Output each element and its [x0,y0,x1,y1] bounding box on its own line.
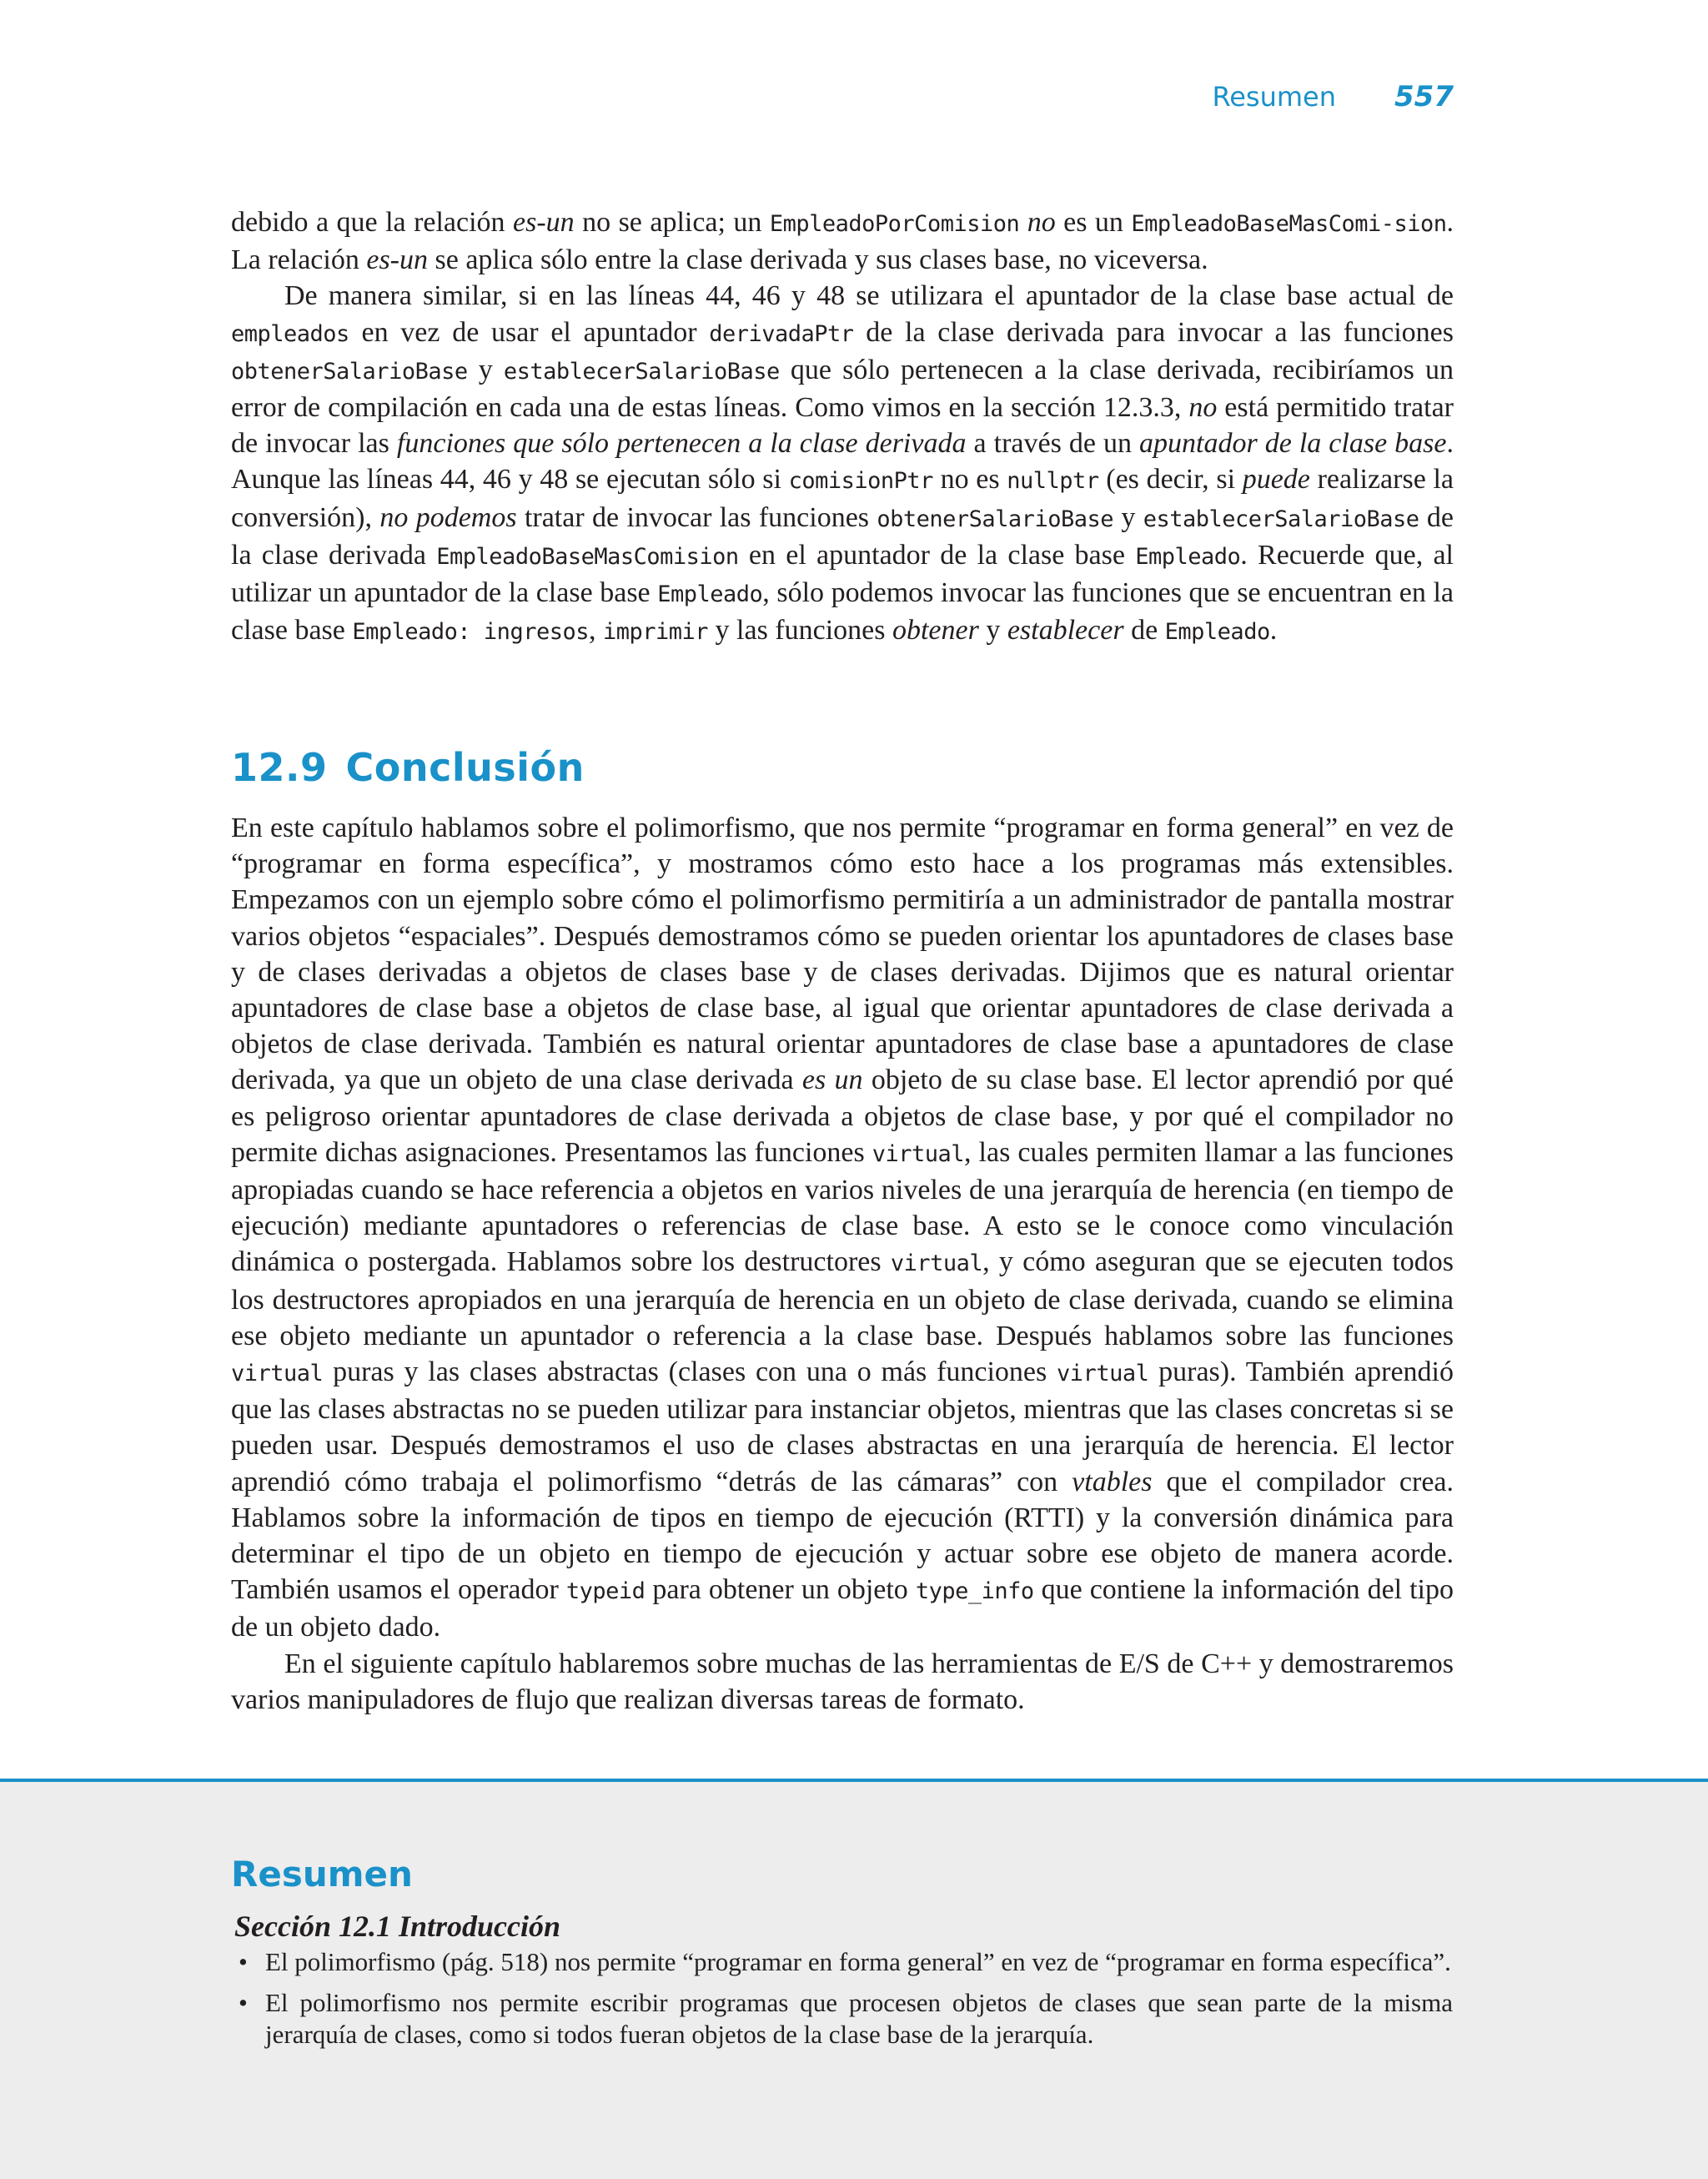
body-text: a través de un [966,428,1139,460]
code-text: obtenerSalarioBase [231,358,468,385]
summary-item-text: El polimorfismo (pág. 518) nos permite “programar en forma general” en vez de “programar en forma específica”. [265,1947,1451,1976]
code-text: EmpleadoBaseMasComision [436,543,739,570]
code-text: comisionPtr [788,468,933,495]
code-text: nullptr [1007,468,1099,495]
page-number: 557 [1394,80,1454,113]
body-text: en el apuntador de la clase base [738,539,1136,571]
emphasis-text: vtables [1072,1466,1153,1497]
body-text: puras). También aprendió que las clases abstractas no se pueden utilizar para instanciar objetos, mientras que las clases concretas si se pueden usar. Después demostramos el uso de clases abstractas en una jerarquía de herencia. El lector aprendió cómo trabaja el polimorfismo “detrás de las cámaras” con [231,1356,1454,1497]
body-text: que el compilador crea. Hablamos sobre la información de tipos en tiempo de ejecución (RTTI) y la conversión dinámica para determinar el tipo de un objeto en tiempo de ejecución y actuar sobre ese objeto de manera acorde. También usamos el operador [231,1466,1454,1606]
conclusion-paragraph-1 [231,810,1454,1646]
code-text: imprimir [602,619,709,646]
summary-subtitle: Sección 12.1 Introducción [234,1910,561,1943]
body-text: . Recuerde que, al utilizar un apuntador de la clase base [231,539,1454,609]
body-text: . La relación [231,207,1454,276]
body-text: , y cómo aseguran que se ejecuten todos los destructores apropiados en una jerarquía de herencia en un objeto de clase derivada, cuando se elimina ese objeto mediante un apuntador o referencia a la clase base. Después hablamos sobre las funciones [231,1246,1454,1351]
body-text: En este capítulo hablamos sobre el polimorfismo, que nos permite “programar en forma general” en vez de “programar en forma específica”, y mostramos cómo esto hace a los programas más extensibles. Empezamos con un ejemplo sobre cómo el polimorfismo permitiría a un administrador de pantalla mostrar varios objetos “espaciales”. Después demostramos cómo se pueden orientar los apuntadores de clases base y de clases derivadas a objetos de clases base y de clases derivadas. Dijimos que es natural orientar apuntadores de clase base a objetos de clase base, al igual que orientar apuntadores de clase derivada a objetos de clase derivada. También es natural orientar apuntadores de clase base a apuntadores de clase derivada, ya que un objeto de una clase derivada [231,813,1454,1096]
body-text: (es decir, si [1098,464,1243,496]
bullet-icon: • [239,1988,248,2017]
summary-list [235,1946,1453,2060]
body-text: y [467,354,504,385]
body-text: realizarse la conversión), [231,464,1454,533]
summary-item [235,1946,1453,1978]
code-text: establecerSalarioBase [1143,506,1419,532]
code-text: virtual [231,1361,324,1387]
body-text: no es [932,464,1007,496]
conclusion-paragraph-2 [231,1646,1454,1718]
code-text: obtenerSalarioBase [877,506,1113,532]
intro-paragraph-2 [231,278,1454,650]
body-text: objeto de su clase base. El lector aprendió por qué es peligroso orientar apuntadores de clase derivada a objetos de clase base, y por qué el compilador no permite dichas asignaciones. Presentamos las funciones [231,1064,1454,1168]
body-text: , sólo podemos invocar las funciones que se encuentran en la clase base [231,577,1454,647]
summary-item-text: El polimorfismo nos permite escribir programas que procesen objetos de clases que sean parte de la misma jerarquía de clases, como si todos fueran objetos de la clase base de la jerarquía. [265,1988,1453,2049]
emphasis-text: no [1027,207,1056,238]
body-text: de la clase derivada para invocar a las funciones [853,316,1454,348]
section-heading [231,745,585,790]
emphasis-text: funciones que sólo pertenecen a la clase derivada [396,428,967,460]
body-text: de [1123,615,1165,647]
emphasis-text: obtener [892,615,979,647]
emphasis-text: apuntador de la clase base [1139,428,1447,460]
code-text: virtual [890,1251,983,1277]
code-text: type_info [915,1578,1034,1605]
code-text: virtual [1057,1361,1149,1387]
code-text: EmpleadoPorComision [769,211,1020,237]
code-text: EmpleadoBaseMasComi-sion [1131,211,1447,237]
body-text: y las funciones [708,615,892,647]
section-title: Conclusión [345,745,585,790]
body-text: De manera similar, si en las líneas 44, 46 y 48 se utilizara el apuntador de la clase base actual de [284,280,1454,312]
body-text: no se aplica; un [574,207,770,238]
code-text: Empleado [1135,543,1241,570]
body-text: . [1269,615,1278,647]
body-text: se aplica sólo entre la clase derivada y sus clases base, no viceversa. [428,244,1208,276]
summary-title: Resumen [231,1854,413,1895]
body-text: es un [1055,207,1132,238]
code-text: Empleado: ingresos [352,619,589,646]
emphasis-text: no podemos [379,501,517,533]
body-text: de la clase derivada [231,501,1454,571]
code-text: Empleado [657,581,763,608]
code-text: virtual [872,1140,965,1167]
body-text: debido a que la relación [231,207,514,238]
bullet-icon: • [239,1947,248,1976]
intro-paragraph-1 [231,204,1454,278]
emphasis-text: puede [1242,464,1310,496]
running-header [1212,80,1454,113]
intro-text [231,204,1454,650]
emphasis-text: es-un [513,207,575,238]
section-number: 12.9 [231,745,328,790]
body-text: para obtener un objeto [645,1574,916,1606]
body-text: en vez de usar el apuntador [349,316,710,348]
emphasis-text: establecer [1007,615,1124,647]
code-text: Empleado [1164,619,1270,646]
emphasis-text: no [1188,392,1218,424]
body-text: puras y las clases abstractas (clases con una o más funciones [323,1356,1057,1388]
body-text [1019,207,1027,238]
emphasis-text: es-un [366,244,429,276]
body-text: , las cuales permiten llamar a las funciones apropiadas cuando se hace referencia a objetos en varios niveles de una jerarquía de herencia (en tiempo de ejecución) mediante apuntadores o referencias de clase base. A esto se le conoce como vinculación dinámica o postergada. Hablamos sobre los destructores [231,1136,1454,1278]
running-header-section: Resumen [1212,81,1337,113]
body-text: , [588,615,603,647]
body-text: que sólo pertenecen a la clase derivada, recibiríamos un error de compilación en cada una de estas líneas. Como vimos en la sección 12.3.3, [231,354,1454,424]
code-text: empleados [231,320,349,347]
body-text: tratar de invocar las funciones [516,501,877,533]
code-text: derivadaPtr [709,320,854,347]
body-text: y [1113,501,1143,533]
body-text: . Aunque las líneas 44, 46 y 48 se ejecutan sólo si [231,428,1454,496]
body-text: En el siguiente capítulo hablaremos sobre muchas de las herramientas de E/S de C++ y demostraremos varios manipuladores de flujo que realizan diversas tareas de formato. [231,1648,1454,1715]
conclusion-text [231,810,1454,1718]
body-text: que contiene la información del tipo de un objeto dado. [231,1574,1454,1643]
code-text: typeid [565,1578,646,1605]
summary-item [235,1987,1453,2051]
emphasis-text: es un [801,1064,863,1096]
body-text: y [978,615,1007,647]
code-text: establecerSalarioBase [503,358,780,385]
body-text: está permitido tratar de invocar las [231,392,1454,460]
